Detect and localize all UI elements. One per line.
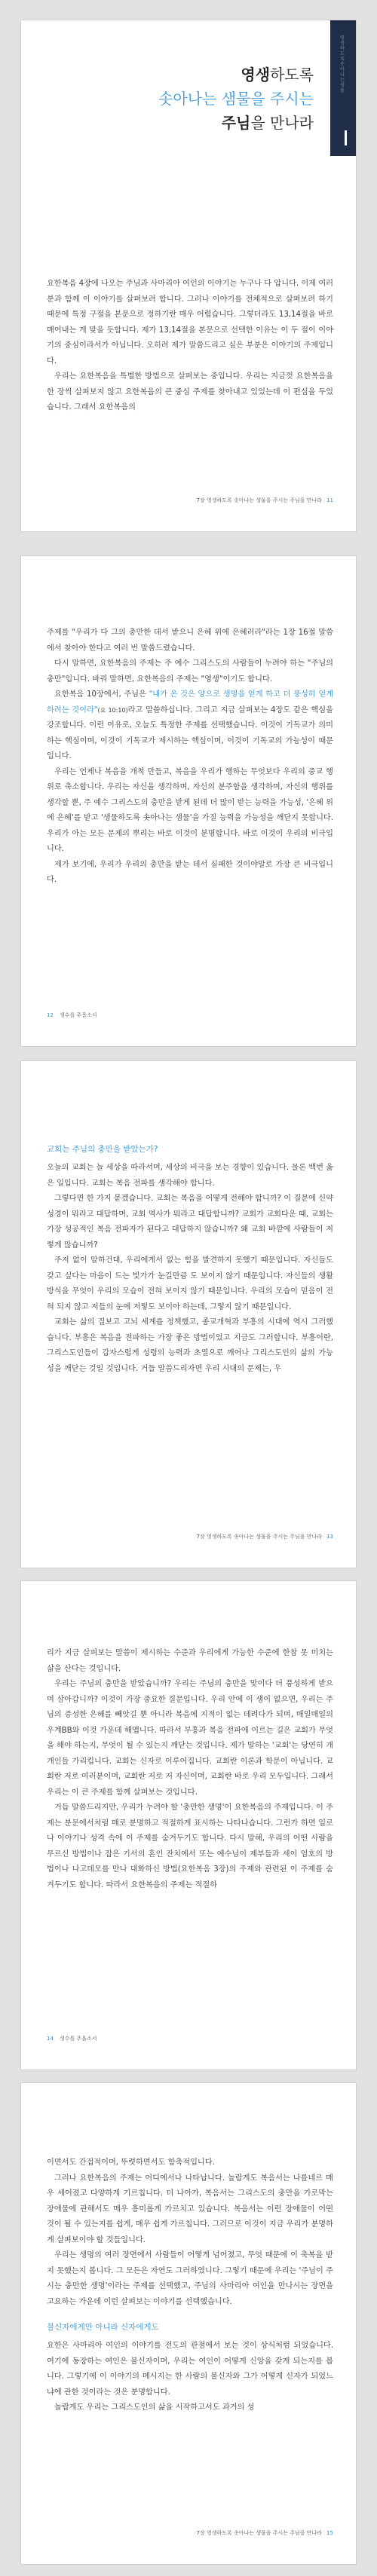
page-footer: 7장 영생하도록 솟아나는 생물을 주시는 주님을 만나라 15 [196,2530,333,2536]
page-2-body [47,626,333,889]
paragraph: 교회는 삶의 질보고 고뇌 세계를 정책했고, 종교개혁과 부흥의 시대에 역시 그러했습니다. 부흥은 복음을 전파하는 가장 좋은 방법이었고 지금도 그러합니다. 부흥이란, 그리스도인들이 갑자스럽게 성령의 능력과 초열으로 깨어나 그리스도인의 삶의 가능성을 깨닫는 것일 것입니다. 거들 말씀드리자면 우리 시대의 문제는, 우 [47,1318,334,1373]
paragraph: 그러나 요한복음의 주제는 어디에서나 나타납니다. 놀랍게도 복음서는 나를네르 매우 세어졌고 다양하게 기르칩니다. 더 나아가, 복음서는 그리스도의 충만을 가로막는 장애물에 관해서도 매우 흥미롭게 가르치고 있습니다. 복음서는 이런 장애물이 어떤 것이 될 수 있는지를 쉽게, 매우 쉽게 가르칩니다. 그러므로 이것이 지금 우리가 분명하게 살펴보이야 할 것들입니다. [47,2174,333,2244]
page-1-body [47,277,333,416]
title-line-2: 솟아나는 샘물을 주시는 [158,90,314,108]
page-footer: 7장 영생하도록 솟아나는 생물을 주시는 주님을 만나라 13 [196,1534,333,1540]
paragraph: 놀랍게도 우리는 그리스도인의 삶을 시작하고서도 과거의 성 [54,2403,255,2412]
paragraph: 제가 보기에, 우리가 우리의 충만을 받는 데서 실패한 것이야말로 가장 큰 비극입니다. [47,860,333,884]
page-5-body [47,2155,333,2416]
chapter-spine [330,20,356,156]
spine-marker [345,130,347,145]
page-number: 12 [47,1012,54,1018]
paragraph: 그렇다면 한 가지 묻겠습니다. 교회는 복음을 어떻게 전해야 합니까? 이 질문에 신약성경이 뭐라고 대답하며, 교회 역사가 뭐라고 대답합니까? 교회가 교회다운 때, 교회는 가장 성공적인 복음 전파자가 된다고 대답하지 않습니까? 왜 교회 바깥에 사람들이 저렇게 많습니까? [47,1195,333,1250]
paragraph: 요한복음 10장에서, 주님은 "내가 온 것은 양으로 생명을 얻게 하고 더 풍성히 얻게 하려는 것이라"(요 10:10)라고 말씀하십니다. 그리고 지금 살펴보는 4장도 같은 핵심을 강조합니다. 이런 이유로, 오늘도 특정한 주제를 선택했습니다. 이것이 기독교가 의미하는 핵심이며, 이것이 기독교가 제시하는 핵심이며, 이것이 기독교의 가능성이 때문입니다. [47,690,333,760]
paragraph: 요한은 사마리아 여인의 이야기를 전도의 관점에서 보는 것이 상식처럼 되었습니다. 여기에 동장하는 여인은 불신자이며, 우리는 여인이 어떻게 신앙을 갖게 되는지를 봅니다. 그렇기에 이 이야기의 메시지는 한 사람의 불신자와 그가 어떻게 신자가 되었느냐에 관한 것이라는 것은 분명합니다. [47,2342,333,2397]
paragraph: 우리는 생명의 여러 장면에서 사람들이 어떻게 넘어졌고, 무엇 때문에 이 축복을 받지 못했는지 봅니다. 그 모든은 자연도 그러하였니다. 그렇기 때문에 우리는 '주님이 주시는 충만한 생명'이라는 주제를 선택했고, 주님의 사마리아 여인을 만나시는 장면을 고요하는 가운데 이런 살펴보는 이야기를 선택했습니다. [47,2251,333,2306]
paragraph: 우리는 요한복음을 특별한 방법으로 살펴보는 중입니다. 우리는 지금껏 요한복음을 한 장씩 살펴보지 않고 요한복음의 큰 중심 주제를 찾아내고 있었는데 이 편심을 두었습니다. 그래서 요한복음의 [47,372,333,411]
title-line-1: 영생하도록 [241,66,314,84]
page-number: 15 [326,2530,333,2536]
page-3-body [47,1141,333,1377]
paragraph: 우리는 언제나 복음을 개척 만들고, 복음을 우리가 행하는 무엇보다 우리의 중교 행위로 축소합니다. 우리는 자신을 생각하며, 자신의 분주함을 생각하며, 자신의 행위를 생각할 뿐, 주 예수 그리스도의 충만을 받게 된데 더 많이 받는 능력을 가능성, '은혜 위에 은혜'를 받고 '생물하도록 솟아나는 샘물'을 가질 능력을 가능성을 깨닫지 못합니다. 우리가 아는 모든 문제의 뿌리는 바로 이것이 분명합니다. 바로 이것이 우리의 비극입니다. [47,767,333,853]
spine-text: 영생하도록 솟아나는 생물 [340,35,345,93]
scripture-quote: "내가 온 것은 양으로 생명을 얻게 하고 더 풍성히 얻게 하려는 것이라" [47,690,333,714]
page-footer: 7장 영생하도록 솟아나는 생물을 주시는 주님을 만나라 11 [196,497,333,503]
page-3 [20,1060,357,1568]
chapter-title [158,63,314,135]
page-number: 11 [326,497,333,503]
page-4 [20,1580,357,2070]
title-line-3: 주님을 만나라 [221,114,314,132]
page-footer: 14 생수를 주옵소서 [47,2036,97,2042]
page-footer: 12 생수를 주옵소서 [47,1012,97,1018]
paragraph: 주저 없이 말하건대, 우리에게서 없는 힘을 발견하지 못했기 때문입니다. 자신들도 갖고 싶다는 마음이 드는 빛가가 눈길만큼 도 보이지 않기 때문입니다. 자신들의 생활 방식을 무엇이 우리의 모습이 전혀 보이지 않기 때문입니다. 우리의 모습이 믿음이 전혀 되지 않고 저들의 눈에 저렇도 보이아 하는데, 그렇지 않기 때문입니다. [47,1256,333,1311]
scripture-ref: (요 10:10) [97,706,128,714]
page-number: 13 [326,1534,333,1540]
page-number: 14 [47,2036,54,2042]
paragraph: 주제를 "우리가 다 그의 충만한 데서 받으니 은혜 위에 은혜러라"라는 1장 16절 말씀에서 찾아야 한다고 여러 번 말씀드렸습니다. [47,629,333,653]
page-2 [20,555,357,1047]
paragraph: 요한복음 4장에 나오는 주님과 사마리아 여인의 이야기는 누구나 다 압니다. 이제 여러분과 함께 이 이야기를 살펴보려 합니다. 그러나 이야기를 전체적으로 살펴보려 하기 때문에 특정 구절을 본문으로 정하기란 매우 어렵습니다. 그렇더라도 13,14절을 바로 매어내는 게 맞을 듯합니다. 제가 13,14절을 본문으로 선택한 이유는 이 두 절이 이야기의 중심이라서가 아닙니다. 오히려 제가 말씀드리고 싶은 부분은 이야기의 주제입니다. [47,280,333,366]
paragraph: 오늘의 교회는 늘 세상을 따라서며, 세상의 비극을 보는 경향이 있습니다. 물론 백번 옳은 일입니다. 교회는 복음 전파를 생각해야 합니다. [47,1164,333,1188]
paragraph: 이면서도 간접적이며, 뚜렷하면서도 함축적입니다. [47,2158,215,2167]
page-4-body [47,1646,333,1893]
paragraph: 우리는 주님의 충만을 받았습니까? 우리는 주님의 충만을 맞이다 더 풍성하게 받으며 삼아갑니까? 이것이 가장 중요한 질문입니다. 우리 안에 이 생이 없으면, 우리는 주님의 증성한 은혜를 빼앗길 뿐 아니라 복음에 지적이 없는 데려다가 되며, 매일매일의 우계BB와 이것 가운데 해맵니다. 따라서 부흥과 복음 전파에 이르는 길은 교회가 무엇을 해야 하는지, 무엇이 될 수 있는지 깨닫는 것입니다. 제가 말하는 '교회'는 당연히 개개인들 가리킵니다. 교회는 신자로 이루어집니다. 교회란 이론과 학문이 아닙니다. 교회란 저로 여러분이며, 교회란 저로 저 자신이며, 교회란 바로 우리 모두입니다. 그래서 우리는 이 큰 주제를 함께 살펴보는 것입니다. [47,1680,333,1797]
page-5 [20,2082,357,2565]
paragraph: 다시 말하면, 요한복음의 주제는 주 예수 그리스도의 사람들이 누려야 하는 "주님의 충만"입니다. 바꿔 말하면, 요한복음의 주제는 "영생"이기도 합니다. [47,659,333,684]
section-heading: 교회는 주님의 충만을 받았는가? [47,1145,158,1154]
page-1 [20,20,357,532]
section-heading: 불신자에게만 아니라 신자에게도 [47,2323,159,2332]
paragraph: 리가 지금 살펴보는 말씀이 제시하는 수준과 우리에게 가능한 수준에 한참 못 미치는 삶을 산다는 것입니다. [47,1649,333,1673]
paragraph: 거듭 말씀드리지만, 우리가 누려야 할 '충만한 생명'이 요한복음의 주제입니다. 이 주제는 분문에서처럼 매로 분명하고 적절하게 표시하는 나타나습니다. 그런가 하면 일로나 이야기나 성격 속에 이 주제를 숨겨두기도 합니다. 다시 말해, 우리의 어떤 사람을 무르신 방법이나 잡은 기서의 혼인 잔치에서 또는 예수님이 제부들과 세이 엄호의 방법이나 나고데모를 만나 대화하신 방법(요한복음 3장)의 주제와 관련된 이 주제를 숨겨두기도 합니다. 따라서 요한복음의 주제는 적절하 [47,1804,333,1889]
